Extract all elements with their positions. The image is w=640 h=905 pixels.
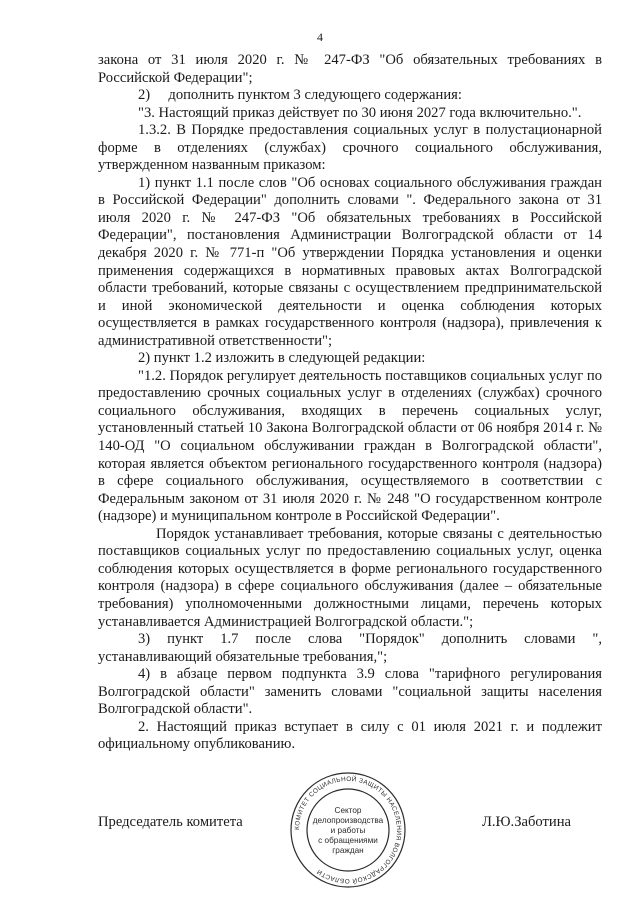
paragraph: закона от 31 июля 2020 г. № 247-ФЗ "Об обязательных требованиях в Российской Федерации";: [98, 52, 602, 86]
document-body: [98, 52, 602, 754]
paragraph: 1.3.2. В Порядке предоставления социальных услуг в полустационарной форме в отделениях (службах) срочного социального обслуживания, утвержденном названным приказом:: [98, 122, 602, 174]
paragraph: 1) пункт 1.1 после слов "Об основах социального обслуживания граждан в Российской Федерации" дополнить словами ". Федерального закона от 31 июля 2020 г. № 247-ФЗ "Об обязательных требованиях в Российской Федерации", постановления Администрации Волгоградской области от 14 декабря 2020 г. № 771-п "Об утверждении Порядка установления и оценки применения содержащихся в нормативных правовых актах Волгоградской области требований, которые связаны с осуществлением предпринимательской и иной экономической деятельности и оценка соблюдения которых осуществляется в рамках государственного контроля (надзора), привлечения к административной ответственности";: [98, 174, 602, 349]
stamp-center-line: Сектор: [334, 806, 362, 815]
paragraph: "3. Настоящий приказ действует по 30 июня 2027 года включительно.".: [138, 104, 582, 121]
stamp-center-line: граждан: [332, 846, 364, 855]
stamp-center-line: делопроизводства: [312, 816, 384, 825]
stamp-ring-text: КОМИТЕТ СОЦИАЛЬНОЙ ЗАЩИТЫ НАСЕЛЕНИЯ ВОЛГОГРАДСКОЙ ОБЛАСТИ: [293, 775, 403, 885]
paragraph: 3) пункт 1.7 после слова "Порядок" дополнить словами ", устанавливающий обязательные требования,";: [98, 631, 602, 665]
page-number: 4: [317, 30, 323, 44]
paragraph: 2) пункт 1.2 изложить в следующей редакции:: [138, 350, 426, 367]
signatory-name: Л.Ю.Заботина: [482, 814, 571, 830]
paragraph: 2. Настоящий приказ вступает в силу с 01 июля 2021 г. и подлежит официальному опубликованию.: [98, 718, 602, 753]
paragraph: 2) дополнить пунктом 3 следующего содержания:: [138, 87, 462, 104]
paragraph: 4) в абзаце первом подпункта 3.9 слова "тарифного регулирования Волгоградской области" заменить словами "социальной защиты населения Волгоградской области".: [98, 666, 602, 718]
stamp-center-line: и работы: [330, 826, 366, 835]
official-stamp: [288, 770, 408, 890]
paragraph: "1.2. Порядок регулирует деятельность поставщиков социальных услуг по предоставлению срочных социальных услуг в отделениях (службах) срочного социального обслуживания, входящих в перечень социальных услуг, установленный статьей 10 Закона Волгоградской области от 06 ноября 2014 г. № 140-ОД "О социальном обслуживании граждан в Волгоградской области", которая является объектом регионального государственного контроля (надзора) в сфере социального обслуживания, осуществляемого в соответствии с Федеральным законом от 31 июля 2020 г. № 248 "О государственном контроле (надзоре) и муниципальном контроле в Российской Федерации".: [98, 367, 602, 525]
signatory-position: Председатель комитета: [98, 814, 243, 830]
paragraph: Порядок устанавливает требования, которые связаны с деятельностью поставщиков социальных услуг по предоставлению социальных услуг, оценка соблюдения которых осуществляется в форме регионального государственного контроля (надзора) в сфере социального обслуживания (далее – обязательные требования) уполномоченными должностными лицами, перечень которых устанавливается Администрацией Волгоградской области.";: [98, 525, 602, 630]
stamp-center-line: с обращениями: [318, 836, 378, 845]
